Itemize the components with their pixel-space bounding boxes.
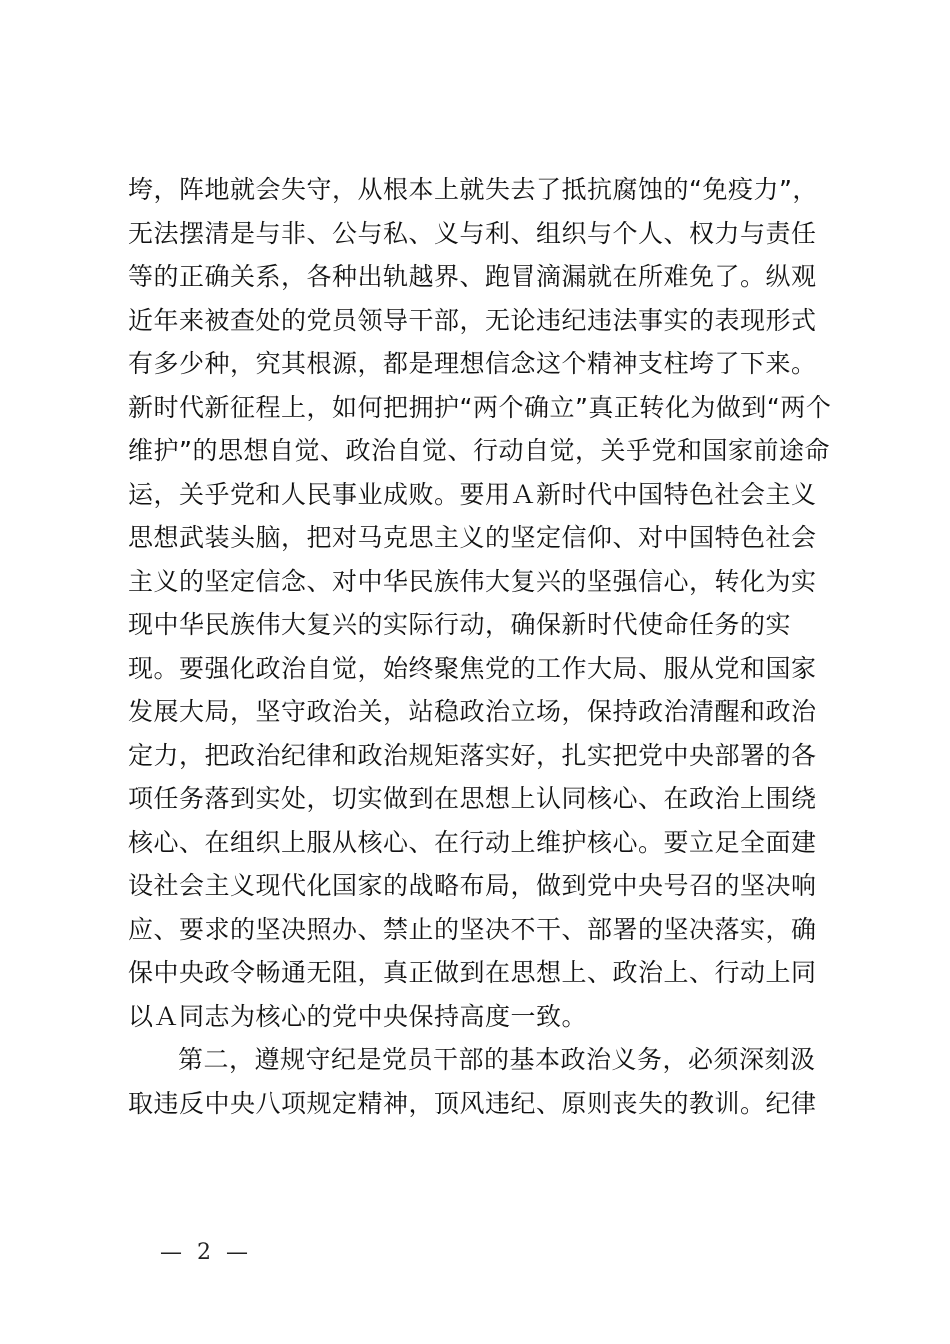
text-line: 思想武装头脑，把对马克思主义的坚定信仰、对中国特色社会	[128, 523, 817, 552]
text-line: 维护”的思想自觉、政治自觉、行动自觉，关乎党和国家前途命	[128, 436, 830, 465]
text-line: 运，关乎党和人民事业成败。要用Ａ新时代中国特色社会主义	[128, 479, 817, 509]
text-line: 设社会主义现代化国家的战略布局，做到党中央号召的坚决响	[128, 871, 817, 900]
text-line: 现。要强化政治自觉，始终聚焦党的工作大局、服从党和国家	[128, 653, 817, 683]
body-text	[128, 168, 832, 1125]
text-line: 保中央政令畅通无阻，真正做到在思想上、政治上、行动上同	[128, 958, 817, 987]
page-number: — 2 —	[160, 1240, 252, 1265]
text-line: 发展大局，坚守政治关，站稳政治立场，保持政治清醒和政治	[128, 697, 817, 726]
text-line: 有多少种，究其根源，都是理想信念这个精神支柱垮了下来。	[128, 349, 817, 378]
text-line: 项任务落到实处，切实做到在思想上认同核心、在政治上围绕	[128, 784, 817, 813]
text-line: 现中华民族伟大复兴的实际行动，确保新时代使命任务的实	[128, 610, 792, 639]
text-line: 近年来被查处的党员领导干部，无论违纪违法事实的表现形式	[128, 305, 817, 335]
text-line: 取违反中央八项规定精神，顶风违纪、原则丧失的教训。纪律	[128, 1088, 817, 1118]
paragraph-first-line: 第二，遵规守纪是党员干部的基本政治义务，必须深刻汲	[178, 1045, 816, 1074]
text-line: 定力，把政治纪律和政治规矩落实好，扎实把党中央部署的各	[128, 740, 817, 770]
text-line: 以Ａ同志为核心的党中央保持高度一致。	[128, 1001, 588, 1031]
text-line: 新时代新征程上，如何把拥护“两个确立”真正转化为做到“两个	[128, 392, 832, 422]
text-line: 核心、在组织上服从核心、在行动上维护核心。要立足全面建	[128, 827, 817, 857]
text-line: 应、要求的坚决照办、禁止的坚决不干、部署的坚决落实，确	[128, 914, 817, 944]
text-line: 等的正确关系，各种出轨越界、跑冒滴漏就在所难免了。纵观	[128, 262, 817, 291]
text-line: 无法摆清是与非、公与私、义与利、组织与个人、权力与责任	[128, 218, 817, 248]
text-line: 垮，阵地就会失守，从根本上就失去了抵抗腐蚀的“免疫力”，	[128, 175, 818, 204]
text-line: 主义的坚定信念、对中华民族伟大复兴的坚强信心，转化为实	[128, 566, 817, 596]
